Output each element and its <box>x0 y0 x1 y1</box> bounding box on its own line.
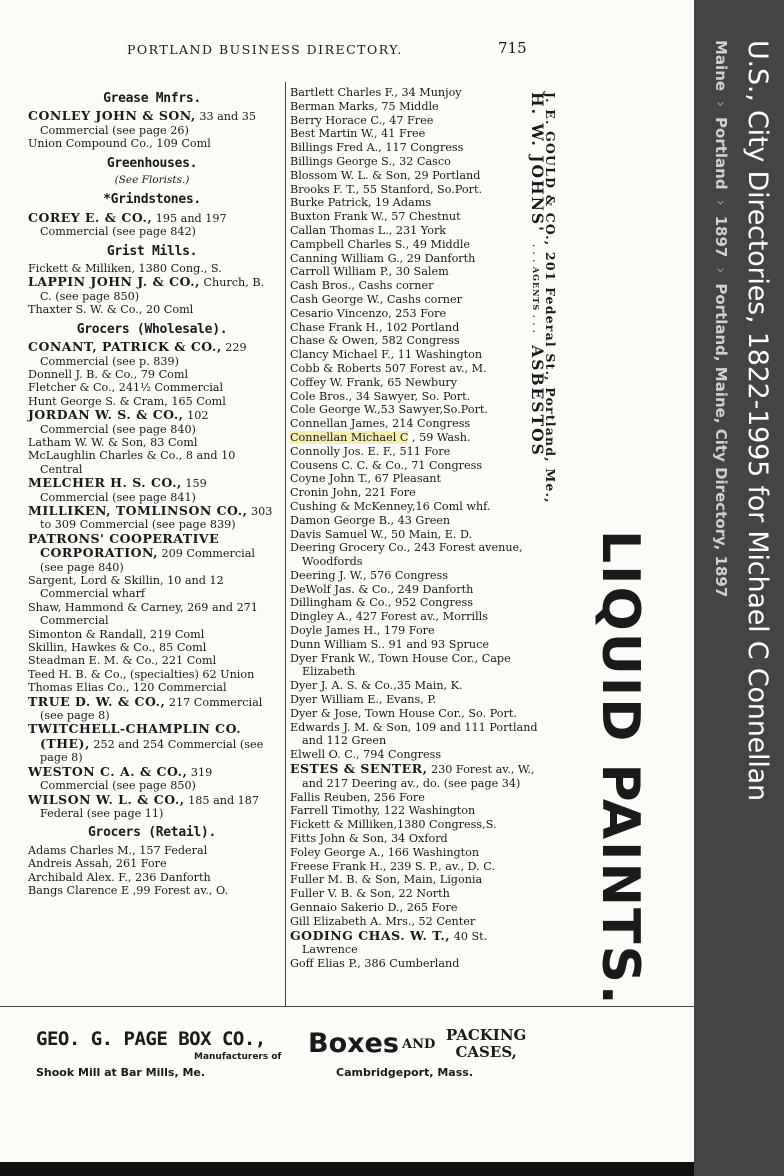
entry-name-bold: COREY E. & CO., <box>28 209 153 225</box>
directory-entry <box>28 476 276 504</box>
record-sidebar <box>694 0 784 1176</box>
manufacturers-of-label: Manufacturers of <box>194 1052 282 1062</box>
johns-name: H. W. JOHNS' <box>528 92 547 233</box>
record-sidebar-content <box>712 40 774 801</box>
gould-ad: J. E. GOULD & CO., 201 Federal St., Portland, Me., <box>543 92 558 504</box>
directory-entry <box>28 211 276 239</box>
entry-name-bold: CONLEY JOHN & SON, <box>28 108 196 124</box>
directory-entry: Andreis Assah, 261 Fore <box>28 857 167 871</box>
directory-entry <box>28 275 276 303</box>
entry-detail: 195 and 197 Commercial (see page 842) <box>40 211 227 239</box>
directory-entry: Hunt George S. & Cram, 165 Coml <box>28 394 226 408</box>
directory-entry: Gill Elizabeth A. Mrs., 52 Center <box>290 914 476 928</box>
entry-name-bold: TWITCHELL-CHAMPLIN CO. (THE), <box>28 721 242 751</box>
directory-entry: Union Compound Co., 109 Coml <box>28 137 211 151</box>
directory-entry: Cash George W., Cashs corner <box>290 292 462 306</box>
directory-entry: Freese Frank H., 239 S. P., av., D. C. <box>290 859 495 873</box>
chevron-right-icon: › <box>712 101 730 108</box>
directory-entry: Elwell O. C., 794 Congress <box>290 748 442 762</box>
entry-detail: 33 and 35 Commercial (see page 26) <box>40 110 256 137</box>
directory-entry: Gennaio Sakerio D., 265 Fore <box>290 901 458 915</box>
bottom-bar <box>0 1162 694 1176</box>
directory-entry <box>290 431 540 445</box>
johns-asbestos-ad <box>528 92 547 457</box>
directory-entry: Burke Patrick, 19 Adams <box>290 196 432 210</box>
directory-entry <box>28 695 276 723</box>
directory-entry: Simonton & Randall, 219 Coml <box>28 627 205 641</box>
directory-entry: Dunn William S.. 91 and 93 Spruce <box>290 637 489 651</box>
directory-entry: Archibald Alex. F., 236 Danforth <box>28 870 211 884</box>
section-heading: Grease Mnfrs. <box>103 91 201 106</box>
breadcrumb-item[interactable]: Maine <box>712 40 730 92</box>
directory-entry: Deering Grocery Co., 243 Forest avenue, Woodfords <box>290 541 523 569</box>
boxes-word: Boxes <box>308 1028 399 1059</box>
directory-entry: Fickett & Milliken, 1380 Cong., S. <box>28 262 222 276</box>
left-column <box>28 86 276 897</box>
entry-detail: , 59 Wash. <box>408 430 471 444</box>
directory-entry: Damon George B., 43 Green <box>290 513 451 527</box>
breadcrumb-item[interactable]: Portland <box>712 117 730 190</box>
chevron-right-icon: › <box>712 199 730 206</box>
directory-entry: Bartlett Charles F., 34 Munjoy <box>290 86 462 99</box>
directory-entry: Coyne John T., 67 Pleasant <box>290 472 441 486</box>
directory-entry: Berman Marks, 75 Middle <box>290 99 439 113</box>
directory-entry: DeWolf Jas. & Co., 249 Danforth <box>290 582 474 596</box>
directory-entry: Fuller M. B. & Son, Main, Ligonia <box>290 873 483 887</box>
directory-entry: Edwards J. M. & Son, 109 and 111 Portland and 112 Green <box>290 720 538 748</box>
middle-column <box>290 86 540 971</box>
directory-entry: Fickett & Milliken,1380 Congress,S. <box>290 818 497 832</box>
directory-entry <box>28 532 276 574</box>
chevron-right-icon: › <box>712 267 730 274</box>
directory-entry: Billings Fred A., 117 Congress <box>290 141 464 155</box>
directory-entry <box>28 340 276 368</box>
shook-mill-address: Shook Mill at Bar Mills, Me. <box>36 1066 206 1079</box>
column-rule <box>285 82 286 1007</box>
highlighted-name[interactable]: Connellan Michael C <box>290 430 409 444</box>
directory-entry: Cole Bros., 34 Sawyer, So. Port. <box>290 389 471 403</box>
directory-entry: Dyer William E., Evans, P. <box>290 693 437 707</box>
directory-entry: Dyer & Jose, Town House Cor., So. Port. <box>290 706 517 720</box>
footer-rule <box>0 1006 694 1011</box>
section-heading: Grocers (Retail). <box>88 825 216 841</box>
entry-detail: 230 Forest av., W., and 217 Deering av., do. (see page 34) <box>302 763 535 790</box>
directory-entry: Berry Horace C., 47 Free <box>290 113 434 127</box>
directory-entry: Fletcher & Co., 241½ Commercial <box>28 381 224 395</box>
entry-name-bold: WESTON C. A. & CO., <box>28 763 188 779</box>
directory-entry: Thomas Elias Co., 120 Commercial <box>28 681 227 695</box>
cross-reference: (See Florists.) <box>114 174 190 187</box>
directory-entry: Billings George S., 32 Casco <box>290 154 451 168</box>
directory-entry: Dyer Frank W., Town House Cor., Cape Elizabeth <box>290 651 511 679</box>
entry-detail: 40 St. Lawrence <box>302 929 488 957</box>
entry-name-bold: PATRONS' COOPERATIVE CORPORATION, <box>28 530 220 561</box>
directory-entry <box>290 762 540 791</box>
directory-entry <box>28 793 276 821</box>
breadcrumb-item[interactable]: 1897 <box>712 215 730 258</box>
directory-entry: Dyer J. A. S. & Co.,35 Main, K. <box>290 679 463 693</box>
cambridgeport-address: Cambridgeport, Mass. <box>336 1066 474 1079</box>
directory-entry <box>28 109 276 137</box>
packing-word: PACKING <box>446 1026 527 1044</box>
asbestos-word: ASBESTOS <box>528 345 547 457</box>
running-title: PORTLAND BUSINESS DIRECTORY. <box>127 42 403 57</box>
directory-entry <box>28 722 276 764</box>
entry-detail: 209 Commercial (see page 840) <box>40 547 255 574</box>
entry-detail: 319 Commercial (see page 850) <box>40 765 213 793</box>
section-heading: *Grindstones. <box>103 192 201 208</box>
directory-entry: Cole George W.,53 Sawyer,So.Port. <box>290 403 488 417</box>
directory-entry: Cobb & Roberts 507 Forest av., M. <box>290 361 487 375</box>
directory-entry: Farrell Timothy, 122 Washington <box>290 804 476 818</box>
directory-entry <box>28 408 276 436</box>
entry-name-bold: CONANT, PATRICK & CO., <box>28 339 222 355</box>
directory-entry: Goff Elias P., 386 Cumberland <box>290 957 460 971</box>
liquid-paints-ad: LIQUID PAINTS. <box>590 530 650 1007</box>
directory-entry: Connolly Jos. E. F., 511 Fore <box>290 444 451 458</box>
directory-entry: Dingley A., 427 Forest av., Morrills <box>290 610 488 624</box>
directory-entry: Dillingham & Co., 952 Congress <box>290 596 473 610</box>
entry-name-bold: MELCHER H. S. CO., <box>28 475 182 491</box>
directory-entry: McLaughlin Charles & Co., 8 and 10 Central <box>28 449 236 476</box>
directory-entry: Adams Charles M., 157 Federal <box>28 843 208 857</box>
entry-detail: 217 Commercial (see page 8) <box>40 695 263 723</box>
directory-entry: Cousens C. C. & Co., 71 Congress <box>290 458 483 472</box>
directory-entry: Carroll William P., 30 Salem <box>290 265 449 279</box>
directory-entry: Fitts John & Son, 34 Oxford <box>290 832 448 846</box>
entry-detail: 229 Commercial (see p. 839) <box>40 341 247 368</box>
page-number: 715 <box>498 39 527 57</box>
entry-name-bold: ESTES & SENTER, <box>290 761 428 777</box>
directory-entry: Best Martin W., 41 Free <box>290 127 426 141</box>
agents-label: . . . AGENTS . . . <box>531 244 541 334</box>
directory-entry: Teed H. B. & Co., (specialties) 62 Union <box>28 667 255 681</box>
directory-entry <box>290 929 540 958</box>
directory-entry: Foley George A., 166 Washington <box>290 845 480 859</box>
directory-entry: Donnell J. B. & Co., 79 Coml <box>28 367 189 381</box>
directory-entry: Brooks F. T., 55 Stanford, So.Port. <box>290 182 483 196</box>
section-heading: Grocers (Wholesale). <box>76 321 228 337</box>
section-heading: Greenhouses. <box>106 155 198 171</box>
and-word: AND <box>402 1037 436 1052</box>
directory-entry: Chase Frank H., 102 Portland <box>290 320 460 334</box>
entry-name-bold: WILSON W. L. & CO., <box>28 791 185 807</box>
directory-entry: Sargent, Lord & Skillin, 10 and 12 Commercial wharf <box>28 574 224 601</box>
directory-entry: Deering J. W., 576 Congress <box>290 568 449 582</box>
directory-entry: Latham W. W. & Son, 83 Coml <box>28 435 198 449</box>
directory-entry: Connellan James, 214 Congress <box>290 417 471 431</box>
directory-entry: Canning William G., 29 Danforth <box>290 251 476 265</box>
directory-entry: Bangs Clarence E ,99 Forest av., O. <box>28 883 229 897</box>
entry-name-bold: TRUE D. W. & CO., <box>28 693 166 709</box>
directory-entry <box>28 765 276 793</box>
cases-word: CASES, <box>455 1043 517 1061</box>
page-box-co-name: GEO. G. PAGE BOX CO., <box>36 1028 266 1050</box>
directory-entry: Fallis Reuben, 256 Fore <box>290 790 425 804</box>
directory-entry <box>28 504 276 532</box>
directory-entry: Clancy Michael F., 11 Washington <box>290 348 483 362</box>
directory-entry: Doyle James H., 179 Fore <box>290 624 435 638</box>
section-heading: Grist Mills. <box>106 243 198 259</box>
entry-name-bold: MILLIKEN, TOMLINSON CO., <box>28 502 248 518</box>
directory-entry: Skillin, Hawkes & Co., 85 Coml <box>28 641 207 655</box>
entry-detail: 102 Commercial (see page 840) <box>40 409 209 436</box>
directory-entry: Shaw, Hammond & Carney, 269 and 271 Commercial <box>28 600 258 628</box>
directory-entry: Cronin John, 221 Fore <box>290 486 416 500</box>
directory-entry: Davis Samuel W., 50 Main, E. D. <box>290 527 473 541</box>
breadcrumb <box>712 40 730 801</box>
directory-entry: Cash Bros., Cashs corner <box>290 279 434 293</box>
directory-entry: Campbell Charles S., 49 Middle <box>290 237 471 251</box>
directory-entry: Cesario Vincenzo, 253 Fore <box>290 306 447 320</box>
directory-entry: Coffey W. Frank, 65 Newbury <box>290 375 458 389</box>
directory-entry: Callan Thomas L., 231 York <box>290 223 447 237</box>
packing-cases <box>446 1027 526 1061</box>
directory-entry: Buxton Frank W., 57 Chestnut <box>290 210 461 224</box>
entry-name-bold: GODING CHAS. W. T., <box>290 927 451 943</box>
entry-detail: 252 and 254 Commercial (see page 8) <box>40 737 264 765</box>
directory-entry: Thaxter S. W. & Co., 20 Coml <box>28 303 194 317</box>
entry-detail: 185 and 187 Federal (see page 11) <box>40 793 260 820</box>
record-title: U.S., City Directories, 1822-1995 for Michael C Connellan <box>742 40 773 801</box>
entry-name-bold: LAPPIN JOHN J. & CO., <box>28 274 200 290</box>
directory-entry: Steadman E. M. & Co., 221 Coml <box>28 654 217 668</box>
directory-entry: Blossom W. L. & Son, 29 Portland <box>290 168 481 182</box>
entry-detail: 303 to 309 Commercial (see page 839) <box>40 504 273 532</box>
entry-detail: 159 Commercial (see page 841) <box>40 477 207 504</box>
directory-entry: Fuller V. B. & Son, 22 North <box>290 887 450 901</box>
entry-name-bold: JORDAN W. S. & CO., <box>28 407 184 423</box>
directory-entry: Cushing & McKenney,16 Coml whf. <box>290 499 491 513</box>
entry-detail: Church, B. C. (see page 850) <box>40 276 265 303</box>
breadcrumb-item[interactable]: Portland, Maine, City Directory, 1897 <box>712 283 730 598</box>
directory-entry: Chase & Owen, 582 Congress <box>290 334 460 348</box>
